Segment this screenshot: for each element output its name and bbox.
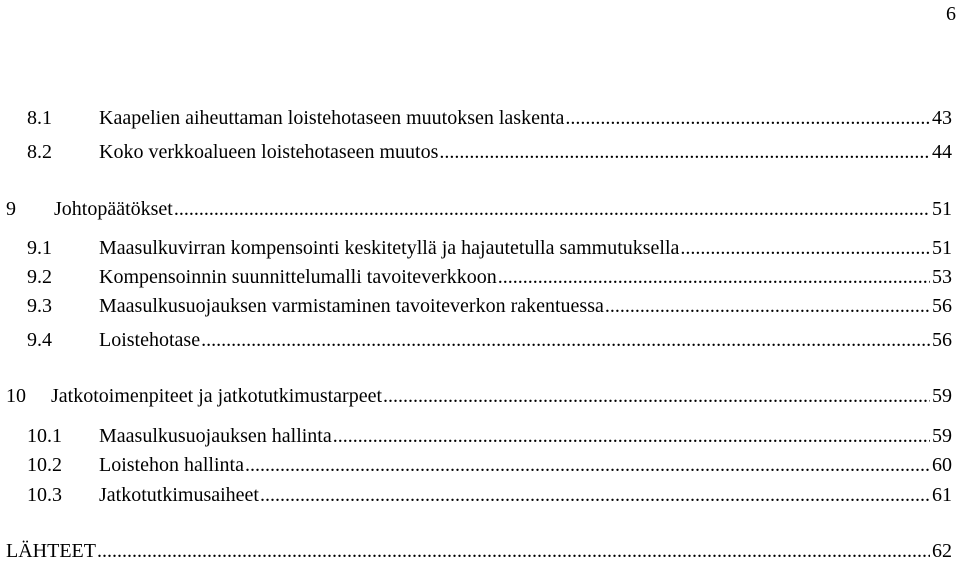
toc-entry-title: Kompensoinnin suunnittelumalli tavoiteverkkoon <box>99 266 497 288</box>
toc-entry-number: 9.3 <box>27 295 52 317</box>
toc-entry-8-1[interactable] <box>27 106 952 130</box>
toc-entry-page: 53 <box>932 266 952 288</box>
toc-entry-number: 8.1 <box>27 107 52 129</box>
toc-entry-number: 10.2 <box>27 454 62 476</box>
toc-dot-leader <box>245 453 930 477</box>
toc-entry-page: 56 <box>932 295 952 317</box>
toc-entry-lahteet[interactable] <box>6 539 952 563</box>
toc-entry-title: Maasulkusuojauksen varmistaminen tavoiteverkon rakentuessa <box>99 295 604 317</box>
toc-dot-leader <box>565 106 930 130</box>
toc-entry-page: 62 <box>932 540 952 562</box>
toc-dot-leader <box>333 424 930 448</box>
toc-entry-title: Loistehon hallinta <box>99 454 244 476</box>
toc-dot-leader <box>680 236 930 260</box>
toc-entry-10-1[interactable] <box>27 424 952 448</box>
toc-entry-number: 9.4 <box>27 329 52 351</box>
toc-entry-title: Loistehotase <box>99 329 201 351</box>
toc-entry-10-2[interactable] <box>27 453 952 477</box>
toc-entry-9-3[interactable] <box>27 294 952 318</box>
toc-entry-page: 59 <box>932 425 952 447</box>
toc-dot-leader <box>174 197 930 221</box>
toc-entry-page: 59 <box>932 385 952 407</box>
toc-entry-10[interactable] <box>6 384 952 408</box>
toc-entry-9-2[interactable] <box>27 265 952 289</box>
toc-dot-leader <box>201 328 930 352</box>
toc-entry-page: 43 <box>932 107 952 129</box>
toc-dot-leader <box>260 483 930 507</box>
toc-dot-leader <box>97 539 930 563</box>
toc-entry-9-4[interactable] <box>27 328 952 352</box>
toc-entry-page: 51 <box>932 198 952 220</box>
toc-entry-page: 60 <box>932 454 952 476</box>
toc-entry-number: 9 <box>6 198 16 220</box>
toc-entry-9[interactable] <box>6 197 952 221</box>
toc-entry-title: LÄHTEET <box>6 540 96 562</box>
toc-entry-number: 9.1 <box>27 237 52 259</box>
toc-dot-leader <box>439 140 930 164</box>
toc-entry-title: Jatkotutkimusaiheet <box>99 484 259 506</box>
toc-dot-leader <box>605 294 930 318</box>
toc-entry-page: 51 <box>932 237 952 259</box>
toc-entry-number: 9.2 <box>27 266 52 288</box>
toc-entry-title: Maasulkuvirran kompensointi keskitetyllä ja hajautetulla sammutuksella <box>99 237 680 259</box>
toc-entry-page: 61 <box>932 484 952 506</box>
toc-dot-leader <box>383 384 930 408</box>
toc-entry-title: Maasulkusuojauksen hallinta <box>99 425 332 447</box>
page-number: 6 <box>946 3 956 25</box>
toc-entry-title: Jatkotoimenpiteet ja jatkotutkimustarpeet <box>51 385 383 407</box>
toc-entry-number: 8.2 <box>27 141 52 163</box>
toc-entry-page: 44 <box>932 141 952 163</box>
toc-dot-leader <box>498 265 930 289</box>
toc-entry-number: 10 <box>6 385 26 407</box>
toc-entry-number: 10.3 <box>27 484 62 506</box>
toc-entry-page: 56 <box>932 329 952 351</box>
toc-entry-title: Kaapelien aiheuttaman loistehotaseen muutoksen laskenta <box>99 107 565 129</box>
toc-entry-9-1[interactable] <box>27 236 952 260</box>
toc-entry-title: Johtopäätökset <box>54 198 173 220</box>
toc-entry-8-2[interactable] <box>27 140 952 164</box>
toc-entry-number: 10.1 <box>27 425 62 447</box>
toc-entry-10-3[interactable] <box>27 483 952 507</box>
toc-entry-title: Koko verkkoalueen loistehotaseen muutos <box>99 141 439 163</box>
